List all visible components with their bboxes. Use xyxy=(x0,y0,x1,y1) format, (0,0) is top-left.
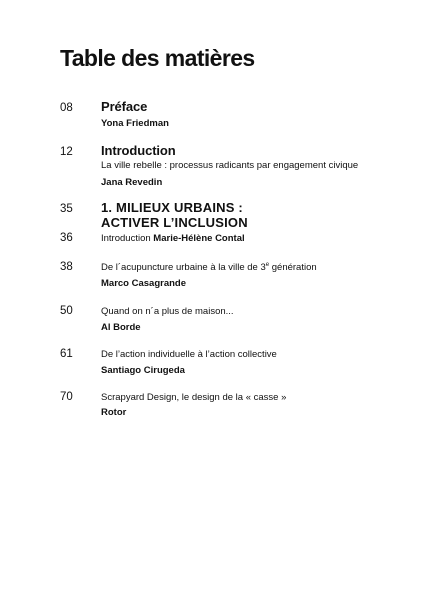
entry-title: Introduction xyxy=(101,233,151,244)
page-number: 36 xyxy=(60,232,73,244)
entry-author: Santiago Cirugeda xyxy=(101,365,185,376)
entry-title: Quand on n´a plus de maison... xyxy=(101,306,234,317)
entry-title: De l´acupuncture urbaine à la ville de 3e génération xyxy=(101,262,317,273)
entry-title: La ville rebelle : processus radicants par engagement civique xyxy=(101,160,359,171)
superscript: e xyxy=(265,262,270,268)
section-heading-line-2: ACTIVER L’INCLUSION xyxy=(101,215,248,230)
section-heading-line-1: 1. MILIEUX URBAINS : xyxy=(101,200,243,215)
page-number: 38 xyxy=(60,261,73,273)
entry-author: Jana Revedin xyxy=(101,177,163,188)
page-number: 08 xyxy=(60,102,73,114)
page-number: 70 xyxy=(60,391,73,403)
entry-title: Scrapyard Design, le design de la « casse » xyxy=(101,392,287,403)
page-title: Table des matières xyxy=(60,45,255,71)
entry-author: Marco Casagrande xyxy=(101,278,187,289)
page-number: 61 xyxy=(60,348,73,360)
entry-author: Al Borde xyxy=(101,322,141,333)
entry-heading: Introduction xyxy=(101,143,176,158)
page-number: 35 xyxy=(60,203,73,215)
entry-author: Marie-Hélène Contal xyxy=(153,233,245,244)
entry-heading: Préface xyxy=(101,99,148,114)
entry-title: De l’action individuelle à l’action collective xyxy=(101,349,277,360)
page-number: 50 xyxy=(60,305,73,317)
page-number: 12 xyxy=(60,146,73,158)
entry-author: Yona Friedman xyxy=(101,118,169,129)
entry-author: Rotor xyxy=(101,407,127,418)
